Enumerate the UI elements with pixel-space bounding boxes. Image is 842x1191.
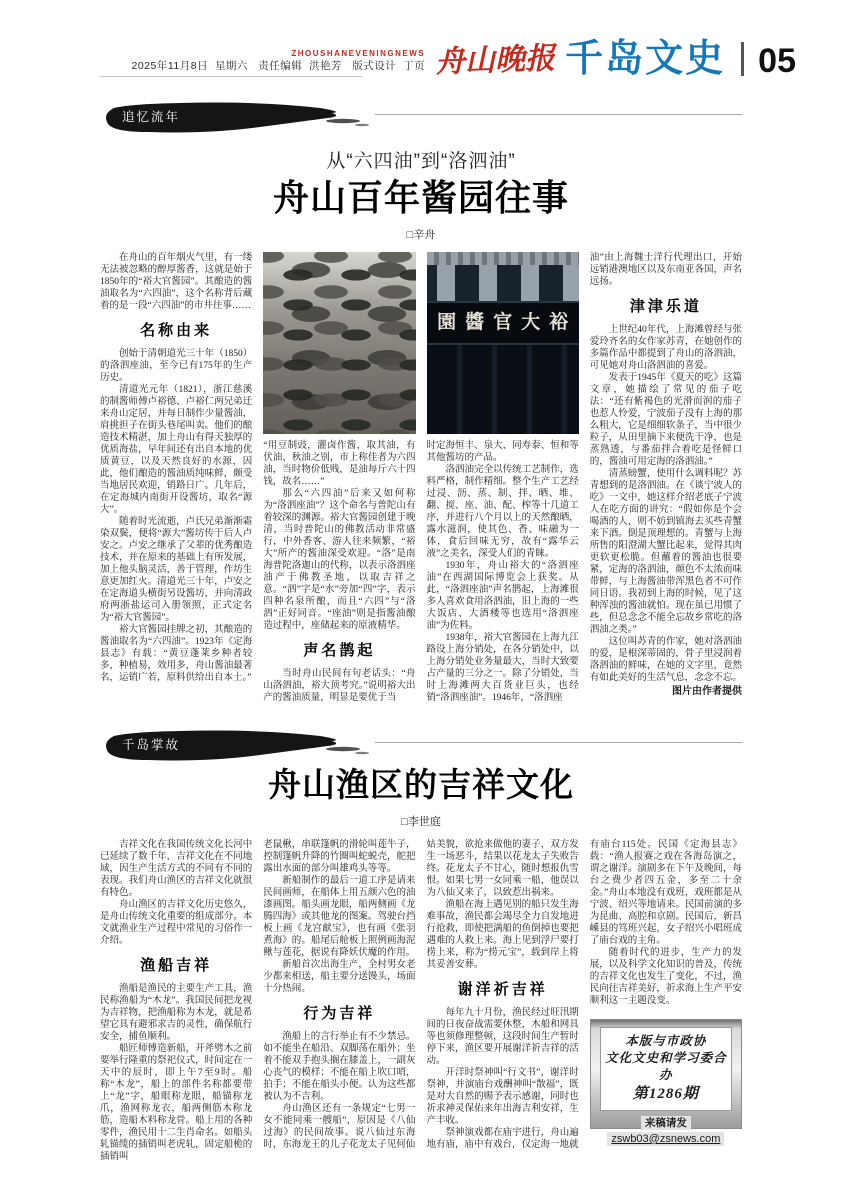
column-1	[100, 252, 252, 684]
column-subhead: 津津乐道	[629, 298, 702, 315]
column-4-text	[590, 839, 742, 1007]
column-3	[427, 252, 579, 704]
paragraph: 上世纪40年代，上海滩曾经与张爱玲齐名的女作家苏青，在她创作的多篇作品中都提到了舟山的洛泗油，可见她对舟山洛泗油的喜爱。	[589, 325, 742, 371]
designer-name: 丁页	[403, 60, 426, 72]
paragraph: 祭神演戏都在庙宇进行，舟山遍地有庙，庙中有戏台，仅定海一地就	[426, 1128, 579, 1150]
paragraph: 舟山渔区的吉祥文化历史悠久，是舟山传统文化重要的组成部分。本文就渔业生产过程中常见的习俗作一介绍。	[100, 900, 253, 946]
column-subhead: 行为吉祥	[303, 1005, 376, 1022]
paragraph: 1938年，裕大官酱园在上海九江路设上海分销处，在各分销处中，以上海分销处业务量最大，当时大致要占产量的三分之一。除了分销处，当时上海滩两大百货业巨头，也经销“洛泗座油”。1946年，“洛泗座	[426, 633, 579, 703]
paragraph: 那么“六四油”后来又如何称为“洛泗座油”？这个命名与普陀山有着较深的渊源。裕大官酱园创建于晚清，当时普陀山的佛教活动非常盛行，中外香客、游人往来频繁，“裕大”所产的酱油深受欢迎。“洛”是南海普陀洛迦山的代称，以表示洛泗座油产于佛教圣地，以取吉祥之意。“泗”字是“水”旁加“四”字，表示四种名泉所酿，而且“六四”与“洛泗”正好同音。“座油”则是指酱油酿造过程中，座储起来的原液精华。	[263, 489, 416, 631]
column-2	[263, 839, 415, 1151]
article-title: 舟山百年酱园往事	[272, 177, 569, 218]
masthead-logo: 舟山晚报	[434, 41, 556, 80]
photo-credit: 图片由作者提供	[672, 686, 742, 697]
storefront-windows	[427, 265, 579, 301]
paragraph: 清蒸螃蟹，使用什么调料呢？苏青想到的是洛泗油。在《谈宁波人的吃》一文中，她这样介绍老底子宁波人在吃方面的讲究：“假如你是个会喝酒的人，则不妨到镇海去买些青蟹来下酒。倒是顶理想的。青蟹与上海所售的阳澄湖大蟹比起来，觉得其肉更软更松脆。但蘸着的酱油也很要紧，定海的洛泗油，颜色不太浓而味带鲜，与上海酱油带浑黑色者不可作同日语。我初到上海的时候，见了这种浑浊的酱油就怕。现在虽已用惯了些，但总念念不能全忘故乡常吃的洛泗油之类。”	[589, 469, 742, 635]
storefront-roof	[427, 252, 579, 265]
photo-soy-jars	[263, 252, 415, 434]
article-title-2: 舟山渔区的吉祥文化	[268, 766, 574, 803]
page-number: 05	[758, 42, 796, 80]
submission-note: 来稿请发	[641, 1116, 691, 1130]
ink-badge-2	[100, 728, 310, 764]
paragraph: 当时舟山民间有句老话头：“舟山洛泗油，裕大顶考究。”说明裕大出产的酱油质量，明显是要优于当	[263, 669, 416, 703]
header-meta	[131, 49, 425, 78]
paragraph: 清道光元年（1821），浙江慈溪的制酱师傅卢裕德、卢裕仁两兄弟迁来舟山定居，并每日制作少量酱油，肩挑担子在街头巷尾叫卖。他们的酿造技术精湛，加上舟山有得天独厚的优质海盐，早年间还有出自本地的优质黄豆，以及天然良好的水源，因此，他们酿造的酱油质纯味鲜，颇受当地居民欢迎，销路日广。几年后，在定海城内南街开设酱坊，取名“源大”。	[100, 385, 253, 515]
column-subhead: 名称由来	[140, 322, 213, 339]
kicker: 从“六四油”到“洛泗油”	[326, 151, 516, 172]
header-divider	[741, 42, 744, 76]
paragraph: 新船制作的最后一道工序是请来民间画师，在船体上用五颜六色的油漆画图。船头画龙眼，船两侧画《龙腾四海》或其他龙的图案。驾驶台挡板上画《龙宫献宝》，也有画《张羽煮海》的。船尾后舱板上照例画海泥鳅与莲花，据说有降妖伏魔的作用。	[263, 876, 416, 958]
paragraph: 舟山渔区还有一条规定“七男一女不能同乘一艘船”，原因是《八仙过海》的民间故事。说八仙过东海时，东海龙王的儿子花龙太子见何仙	[263, 1104, 416, 1150]
design-label: 版式设计	[352, 60, 397, 72]
column-4	[590, 252, 742, 698]
paragraph: 这位叫苏青的作家，她对洛泗油的爱，是根深蒂固的，骨子里浸润着洛泗油的鲜味，在她的文字里，竟然有如此美好的生活气息，念念不忘。	[589, 637, 742, 683]
paragraph: 新船首次出海生产，全村男女老少都来相送，船主要分送馒头，场面十分热闹。	[263, 960, 416, 994]
submission-note-wrap	[600, 1116, 732, 1146]
section-badge-row-2	[100, 728, 742, 764]
paragraph: 时定海恒丰、泉大、同寿泰、恒和等其他酱坊的产品。	[426, 441, 579, 463]
column-1	[100, 839, 252, 1163]
page-header	[0, 40, 842, 90]
author-byline: □辛舟	[406, 229, 436, 241]
paragraph: 在舟山的百年烟火气里，有一缕无法被忽略的醇厚酱香，这就是始于1850年的“裕大官酱园”。其酿造的酱油取名为“六四油”，这个名称背后藏着的是一段“六四油”的市井往事……	[100, 253, 253, 311]
signboard-text: 園醬官大裕	[437, 312, 578, 333]
edition-info-inner	[600, 1027, 732, 1111]
headline-block	[100, 146, 742, 242]
paragraph: 发表于1945年《夏天的吃》这篇文章，她描绘了常见的茄子吃法：“还有紫褐色的光滑而润的茄子也惹人怜爱，宁波茄子没有上海的那么粗大，它是细细软条子，当中很少粒子，从田里摘下来便洗干净，也是蒸熟透，与番茄拌合着吃是怪鲜口的，酱油可用定海的洛泗油。”	[589, 373, 742, 467]
paragraph: 1930年，舟山裕大的“洛泗座油”在西湖国际博览会上获奖。从此，“洛泗座油”声名鹊起，上海滩很多人喜欢食用洛泗油，旧上海的一些大饭店、大酒楼等也选用“洛泗座油”为佐料。	[426, 561, 579, 631]
section-title: 千岛文史	[565, 38, 726, 80]
column-2	[263, 252, 415, 704]
storefront-doors	[427, 345, 579, 434]
ink-badge	[100, 100, 310, 136]
paragraph: 渔船是渔民的主要生产工具，渔民称渔船为“木龙”。我国民间把龙视为吉祥物，把渔船称为木龙，就是希望它具有避邪求吉的灵性，确保航行安全，捕鱼顺利。	[100, 984, 253, 1042]
storefront-signboard	[427, 301, 579, 345]
article-columns-2	[100, 839, 742, 1163]
headline-block-2	[100, 764, 742, 829]
paragraph: 洛泗油完全以传统工艺制作，选料严格，制作精细。整个生产工艺经过浸、沥、蒸、制、拌、晒、堆、翻、搅、座、油、配、榨等十几道工序，并进行八个月以上的天然酿晒，露水滋润，使其色、香、味融为一体，食后回味无穷，故有“露华云液”之美名，深受人们的青睐。	[426, 465, 579, 559]
badge-label-2: 千岛掌故	[122, 738, 181, 752]
edition-info-box	[590, 1019, 742, 1145]
paragraph: 有庙台115处。民国《定海县志》载：“渔人报赛之戏在各海岛演之，谓之谢洋。演剧多在下午及晚间，每台之费少者四五金，多至二十余金。”舟山本地没有戏班，戏班都是从宁波、绍兴等地请来。民国前演的多为昆曲、高腔和京剧。民国后，新昌嵊县的笃班兴起，女子绍兴小唱班成了庙台戏的主角。	[589, 840, 742, 946]
header-cluster	[131, 40, 796, 78]
column-3-text	[427, 440, 579, 704]
paragraph: 创始于清朝道光三十年（1850）的洛泗座油，至今已有175年的生产历史。	[100, 349, 253, 383]
photo-storefront	[427, 252, 579, 434]
column-subhead: 渔船吉祥	[140, 957, 213, 974]
badge-label: 追忆流年	[122, 110, 181, 124]
masthead-english: ZHOUSHANEVENINGNEWS	[291, 49, 426, 58]
paragraph: “用豆制豉，灌卤作酱，取其油，有伏油、秋油之别，市上称佳者为六四油，当时物价低贱，是油每斤六十四钱，故名……”	[263, 441, 416, 487]
badge-rule-2	[375, 742, 742, 743]
weekday: 星期六	[214, 60, 248, 72]
article-soy-garden	[100, 100, 742, 728]
paragraph: 随着时代的进步，生产力的发展，以及科学文化知识的普及，传统的吉祥文化也发生了变化，不过，渔民向往吉祥美好，祈求海上生产平安顺利这一主题没变。	[589, 948, 742, 1006]
paragraph: 随着时光流逝，卢氏兄弟渐渐霜染双鬓，便将“源大”酱坊传于后人卢安之。卢安之继承了父辈的优秀酿造技术，并在原来的基础上有所发展，加上他头脑灵活，善于管理，作坊生意更加红火。清道光三十年，卢安之在定海道头横街另设酱坊，并向清政府两浙盐运司入册领照，正式定名为“裕大官酱园”。	[100, 517, 253, 623]
badge-rule	[375, 114, 742, 115]
article-columns	[100, 252, 742, 704]
paragraph: 渔船在海上遇见别的船只发生海难事故，渔民都会竭尽全力自发地进行抢救，即使把满船的鱼倒掉也要把遇难的人救上来。海上见到浮尸要打捞上来，称为“捞元宝”，载到岸上将其妥善安葬。	[426, 900, 579, 970]
column-3	[427, 839, 579, 1151]
paragraph: 开洋时祭神叫“行文书”，谢洋时祭神，并演庙台戏酬神叫“散福”，既是对大自然的赐予表示感谢，同时也祈求神灵保佑来年出海吉利安祥，生产丰收。	[426, 1068, 579, 1126]
date-editor-line	[131, 59, 425, 74]
editor-name: 洪艳芳	[309, 60, 343, 72]
column-subhead: 谢洋祈吉祥	[457, 981, 548, 998]
paragraph: 吉祥文化在我国传统文化长河中已延续了数千年，吉祥文化在不同地域，因生产生活方式的不同有不同的表现。我们舟山渔区的吉祥文化就很有特色。	[100, 840, 253, 898]
column-4	[589, 839, 742, 1145]
editor-label: 责任编辑	[258, 60, 303, 72]
paragraph: 船匠师傅造新船，开斧劈木之前要举行隆重的祭祀仪式，时间定在一天中的辰时，即上午7至9时。船称“木龙”，船上的部件名称都要带上“龙”字，船眼称龙眼，船锚称龙爪，渔网称龙衣，船两侧筋木称龙筋，造船木料称龙骨。船上用的各种零件，渔民用十二生肖命名。如船头轧锚缆的插销叫老虎轧，固定船桅的插销叫	[100, 1044, 253, 1162]
submission-email: zswb03@zsnews.com	[607, 1132, 724, 1146]
paragraph: 渔船上的言行举止有不少禁忌。如不能坐在船沿、双脚荡在船外；坐着不能双手抱头搁在膝盖上，一副灰心丧气的模样；不能在船上吹口哨，拍手；不能在船头小便。认为这些都被认为不吉利。	[263, 1032, 416, 1102]
article-fishing-culture	[100, 728, 742, 1168]
infobox-line1: 本版与市政协	[625, 1034, 707, 1048]
section-badge-row	[100, 100, 742, 136]
paragraph: 裕大官酱园挂牌之初，其酿造的酱油取名为“六四油”。1923年《定海县志》有载：“黄豆蓬莱乡种者较多，种植易，效用多，舟山酱油最著名，运销广若，原料供给出自本土。”	[100, 625, 253, 683]
infobox-line2: 文化文史和学习委合办	[605, 1051, 727, 1082]
paragraph: 姑美貌，欲抢来做他的妻子，双方发生一场恶斗，结果以花龙太子失败告终。花龙太子不甘心，随时想报仇雪恨。如果七男一女同乘一船，他误以为八仙又来了，以致惹出祸来。	[426, 840, 579, 898]
issue-number: 第1286期	[632, 1086, 699, 1102]
paragraph: 油”由上海魏士洋行代理出口，开始远销港澳地区以及东南亚各国，声名远扬。	[589, 253, 742, 287]
paragraph: 每年九十月份，渔民经过旺汛期间的日夜奋战需要休整，木船和网具等也须修理整顿，这段时间生产暂时停下来，渔区要开展谢洋祈吉祥的活动。	[426, 1008, 579, 1066]
date: 2025年11月8日	[131, 60, 209, 72]
author-byline-2: □李世庭	[401, 816, 441, 828]
column-subhead: 声名鹊起	[303, 642, 376, 659]
paragraph: 老鼠楸，串联篷帆的滑轮叫莲牛子，控制篷帆升降的竹圈叫蛇蜕壳，舵把露出水面的部分叫雄鸡头等等。	[263, 840, 416, 874]
column-2-text	[263, 440, 415, 704]
